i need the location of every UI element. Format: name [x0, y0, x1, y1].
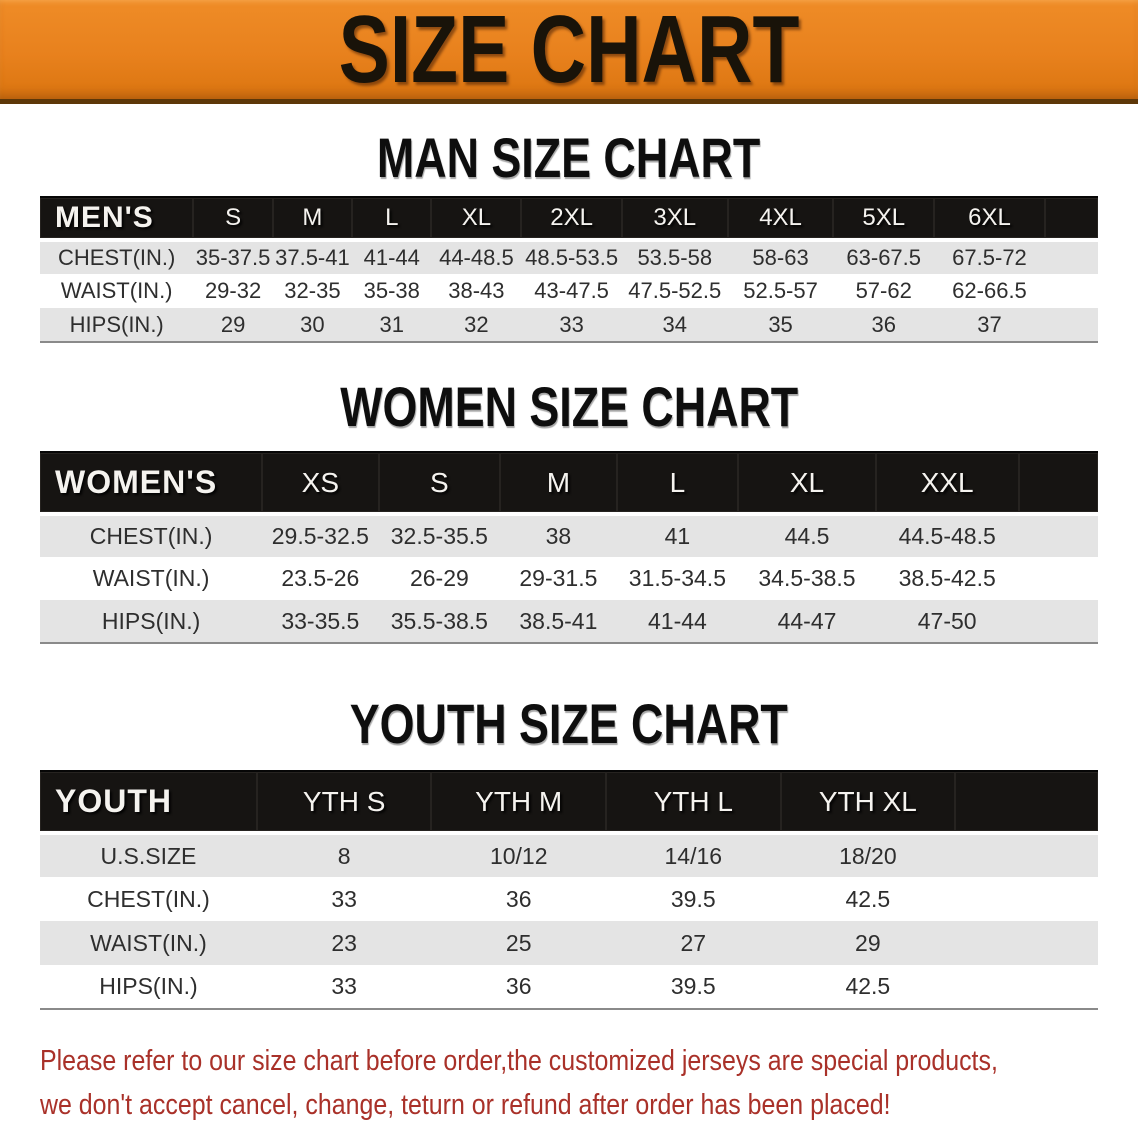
size-value-cell: 38.5-42.5: [898, 565, 996, 591]
spacer-cell: [1045, 197, 1098, 240]
disclaimer-text: [40, 1040, 1098, 1127]
size-value-cell: 30: [273, 308, 352, 342]
measurement-row: [40, 274, 1098, 308]
size-value-cell: 47-50: [876, 600, 1019, 643]
size-column-header: M: [273, 197, 352, 240]
size-value-cell: 47.5-52.5: [628, 278, 722, 303]
size-value-cell: 35.5-38.5: [379, 600, 501, 643]
size-column-header: YTH XL: [781, 771, 956, 833]
size-value-cell: 53.5-58: [637, 245, 713, 270]
size-value-cell: 37.5-41: [275, 245, 350, 270]
spacer-cell: [955, 965, 1098, 1009]
measurement-row: [40, 308, 1098, 342]
size-value-cell: 67.5-72: [952, 245, 1027, 270]
measurement-row: [40, 965, 1098, 1009]
disclaimer-line-2: we don't accept cancel, change, teturn or refund after order has been placed!: [40, 1088, 891, 1121]
size-value-cell: 8: [337, 842, 351, 869]
size-value-cell: 63-67.5: [846, 245, 922, 270]
spacer-cell: [1045, 274, 1098, 308]
spacer-cell: [1019, 452, 1098, 514]
size-value-cell: 26-29: [409, 565, 469, 591]
spacer-cell: [955, 921, 1098, 965]
size-value-cell: 32: [431, 308, 521, 342]
row-label-cell: WAIST(IN.): [90, 929, 207, 956]
spacer-cell: [1045, 308, 1098, 342]
youth-size-table: [40, 770, 1098, 1010]
size-value-cell: 31: [352, 308, 431, 342]
size-column-header: XS: [262, 452, 378, 514]
measurement-row: [40, 921, 1098, 965]
size-value-cell: 36: [833, 308, 934, 342]
row-label-cell: CHEST(IN.): [58, 245, 176, 270]
size-column-header: XL: [738, 452, 876, 514]
size-value-cell: 31.5-34.5: [628, 565, 726, 591]
size-column-header: S: [193, 197, 272, 240]
size-value-cell: 62-66.5: [952, 278, 1027, 303]
size-value-cell: 57-62: [855, 278, 912, 303]
size-value-cell: 29: [193, 308, 272, 342]
size-header-row: [40, 771, 1098, 833]
measurement-row: [40, 877, 1098, 921]
size-value-cell: 33: [331, 885, 357, 912]
size-value-cell: 23.5-26: [281, 565, 360, 591]
men-size-table: [40, 196, 1098, 343]
size-value-cell: 33: [521, 308, 622, 342]
size-value-cell: 44-48.5: [439, 245, 514, 270]
measurement-row: [40, 833, 1098, 877]
size-value-cell: 41-44: [363, 245, 420, 270]
size-value-cell: 29.5-32.5: [271, 523, 369, 549]
size-value-cell: 29-32: [204, 278, 262, 303]
spacer-cell: [955, 771, 1098, 833]
spacer-cell: [1045, 240, 1098, 274]
row-label-cell: CHEST(IN.): [89, 523, 213, 549]
size-value-cell: 29-31.5: [519, 565, 598, 591]
size-group-label: MEN'S: [40, 197, 193, 240]
youth-section-heading: YOUTH SIZE CHART: [349, 692, 789, 755]
size-value-cell: 34: [622, 308, 728, 342]
size-column-header: 2XL: [521, 197, 622, 240]
spacer-cell: [1019, 557, 1098, 600]
banner-title: SIZE CHART: [338, 0, 800, 103]
size-column-header: 4XL: [728, 197, 834, 240]
size-column-header: M: [500, 452, 616, 514]
spacer-cell: [955, 877, 1098, 921]
men-size-chart-section: [0, 126, 1138, 343]
size-value-cell: 36: [505, 885, 532, 912]
disclaimer-line-1: Please refer to our size chart before order,the customized jerseys are special products,: [40, 1045, 998, 1077]
size-value-cell: 33-35.5: [262, 600, 378, 643]
measurement-row: [40, 600, 1098, 643]
size-value-cell: 44.5-48.5: [898, 523, 996, 549]
size-column-header: 3XL: [622, 197, 728, 240]
size-value-cell: 35-38: [363, 278, 420, 303]
row-label-cell: U.S.SIZE: [100, 842, 197, 869]
size-header-row: [40, 197, 1098, 240]
size-group-label: WOMEN'S: [40, 452, 262, 514]
size-column-header: L: [617, 452, 739, 514]
size-value-cell: 42.5: [845, 885, 891, 912]
size-value-cell: 39.5: [606, 965, 781, 1009]
row-label-cell: HIPS(IN.): [40, 965, 257, 1009]
size-value-cell: 39.5: [670, 885, 716, 912]
banner: [0, 0, 1138, 104]
women-size-table: [40, 451, 1098, 644]
women-section-heading: WOMEN SIZE CHART: [340, 375, 798, 438]
size-column-header: YTH L: [606, 771, 781, 833]
size-column-header: XXL: [876, 452, 1019, 514]
size-value-cell: 23: [331, 929, 357, 956]
size-column-header: YTH M: [431, 771, 606, 833]
size-value-cell: 36: [431, 965, 606, 1009]
measurement-row: [40, 240, 1098, 274]
size-value-cell: 38.5-41: [500, 600, 616, 643]
size-value-cell: 10/12: [489, 842, 548, 869]
size-column-header: S: [379, 452, 501, 514]
size-value-cell: 32.5-35.5: [390, 523, 488, 549]
spacer-cell: [1019, 600, 1098, 643]
row-label-cell: HIPS(IN.): [40, 600, 262, 643]
size-value-cell: 38-43: [448, 278, 505, 303]
size-value-cell: 41-44: [617, 600, 739, 643]
size-value-cell: 38: [545, 523, 572, 549]
row-label-cell: WAIST(IN.): [60, 278, 173, 303]
size-header-row: [40, 452, 1098, 514]
row-label-cell: WAIST(IN.): [92, 565, 210, 591]
size-value-cell: 33: [257, 965, 432, 1009]
size-column-header: 5XL: [833, 197, 934, 240]
size-value-cell: 37: [934, 308, 1045, 342]
size-value-cell: 42.5: [781, 965, 956, 1009]
women-size-chart-section: [0, 375, 1138, 644]
row-label-cell: CHEST(IN.): [87, 885, 210, 912]
size-value-cell: 43-47.5: [534, 278, 609, 303]
size-value-cell: 44.5: [784, 523, 830, 549]
size-column-header: 6XL: [934, 197, 1045, 240]
spacer-cell: [1019, 514, 1098, 557]
size-value-cell: 18/20: [839, 842, 897, 869]
measurement-row: [40, 557, 1098, 600]
size-value-cell: 25: [505, 929, 532, 956]
men-section-heading: MAN SIZE CHART: [377, 126, 761, 189]
size-column-header: YTH S: [257, 771, 432, 833]
youth-size-chart-section: [0, 692, 1138, 1010]
size-value-cell: 29: [855, 929, 881, 956]
size-group-label: YOUTH: [40, 771, 257, 833]
size-value-cell: 34.5-38.5: [758, 565, 856, 591]
size-column-header: L: [352, 197, 431, 240]
size-column-header: XL: [431, 197, 521, 240]
measurement-row: [40, 514, 1098, 557]
size-value-cell: 58-63: [752, 245, 809, 270]
size-value-cell: 41: [664, 523, 691, 549]
spacer-cell: [955, 833, 1098, 877]
row-label-cell: HIPS(IN.): [40, 308, 193, 342]
size-value-cell: 35: [728, 308, 834, 342]
size-value-cell: 48.5-53.5: [525, 245, 619, 270]
size-value-cell: 44-47: [738, 600, 876, 643]
size-value-cell: 27: [680, 929, 707, 956]
size-value-cell: 52.5-57: [743, 278, 818, 303]
size-value-cell: 32-35: [284, 278, 341, 303]
size-value-cell: 35-37.5: [195, 245, 271, 270]
size-value-cell: 14/16: [664, 842, 723, 869]
